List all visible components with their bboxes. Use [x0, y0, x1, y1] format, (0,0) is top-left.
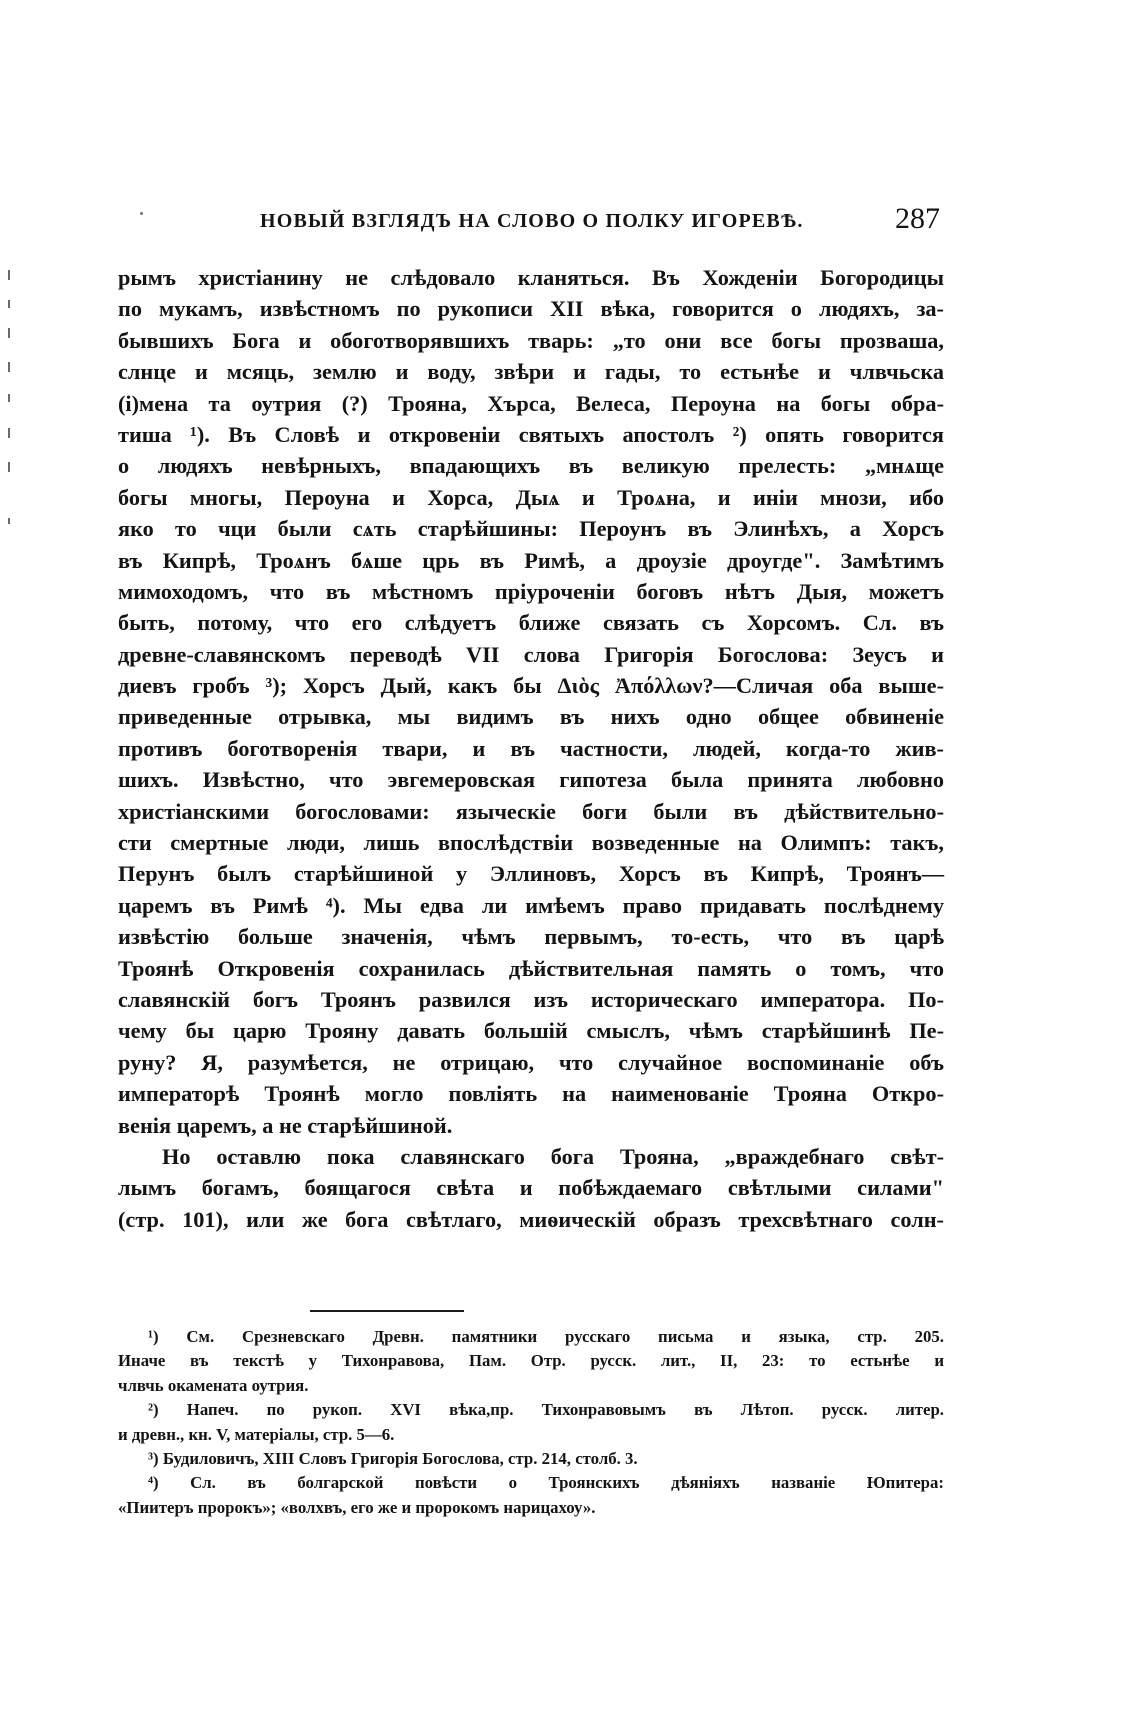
footnote-line: члвчь окамената оутрия. [118, 1375, 309, 1395]
margin-mark [8, 270, 10, 280]
margin-mark [8, 362, 10, 372]
footnote-line: ³) Будиловичъ, XIII Словъ Григорія Богослова, стр. 214, столб. 3. [148, 1448, 638, 1468]
body-line: императорѣ Троянѣ могло повліять на наименованіе Трояна Откро- [118, 1081, 944, 1107]
body-line: мимоходомъ, что въ мѣстномъ пріуроченіи боговъ нѣтъ Дыя, можетъ [118, 578, 944, 604]
body-line: венія царемъ, а не старѣйшиной. [118, 1112, 453, 1138]
body-line: приведенные отрывка, мы видимъ въ нихъ одно общее обвиненіе [118, 704, 944, 730]
margin-mark [8, 300, 10, 308]
body-line: въ Кипрѣ, Троѧнъ бѧше црь въ Римѣ, а дроузіе дроугде". Замѣтимъ [118, 547, 944, 573]
body-line: (стр. 101), или же бога свѣтлаго, миѳическій образъ трехсвѣтнаго солн- [118, 1206, 944, 1232]
body-line: яко то чци были сѧть старѣйшины: Пероунъ въ Элинѣхъ, а Хорсъ [118, 516, 944, 542]
body-line: чему бы царю Трояну давать большій смыслъ, чѣмъ старѣйшинѣ Пе- [118, 1018, 944, 1044]
running-title: НОВЫЙ ВЗГЛЯДЪ НА СЛОВО О ПОЛКУ ИГОРЕВѢ. [260, 210, 804, 232]
body-line: слнце и мсяць, землю и воду, звѣри и гады, то естьнѣе и члвчьска [118, 359, 944, 385]
footnote-line: и древн., кн. V, матеріалы, стр. 5—6. [118, 1424, 395, 1444]
footnote-line: ²) Напеч. по рукоп. XVI вѣка,пр. Тихонравовымъ въ Лѣтоп. русск. литер. [148, 1400, 944, 1420]
body-line: Перунъ былъ старѣйшиной у Эллиновъ, Хорсъ въ Кипрѣ, Троянъ— [118, 861, 944, 887]
footnote-rule [310, 1310, 464, 1312]
footnote-line: «Пиитеръ пророкъ»; «волхвъ, его же и пророкомъ нарицахоу». [118, 1497, 596, 1517]
margin-mark [8, 428, 10, 438]
page-number: 287 [895, 202, 940, 235]
body-line: сти смертные люди, лишь впослѣдствіи возведенные на Олимпъ: такъ, [118, 830, 944, 856]
body-line: царемъ въ Римѣ ⁴). Мы едва ли имѣемъ право придавать послѣднему [118, 892, 944, 918]
body-line: диевъ гробъ ³); Хорсъ Дый, какъ бы Διὸς Ἀπόλλων?—Сличая оба выше- [118, 673, 944, 699]
body-line: тиша ¹). Въ Словѣ и откровеніи святыхъ апостолъ ²) опять говорится [118, 421, 944, 447]
body-line: Троянѣ Откровенія сохранилась дѣйствительная память о томъ, что [118, 955, 944, 981]
margin-mark [8, 518, 10, 524]
body-line: шихъ. Извѣстно, что эвгемеровская гипотеза была принята любовно [118, 767, 944, 793]
margin-mark [8, 328, 10, 338]
body-line: лымъ богамъ, боящагося свѣта и побѣждаемаго свѣтлыми силами" [118, 1175, 944, 1201]
body-line: рымъ христіанину не слѣдовало кланяться. Въ Хожденіи Богородицы [118, 265, 944, 290]
margin-mark [8, 394, 10, 402]
footnote-line: ⁴) Сл. въ болгарской повѣсти о Троянскихъ дѣяніяхъ названіе Юпитера: [148, 1473, 944, 1493]
body-line: (і)мена та оутрия (?) Трояна, Хърса, Велеса, Пероуна на богы обра- [118, 390, 944, 416]
margin-mark [8, 462, 10, 472]
body-line: бывшихъ Бога и обоготворявшихъ тварь: „то они все богы прозваша, [118, 327, 944, 353]
body-line: руну? Я, разумѣется, не отрицаю, что случайное воспоминаніе объ [118, 1049, 944, 1075]
paragraph-first-line: Но оставлю пока славянскаго бога Трояна, „враждебнаго свѣт- [162, 1143, 944, 1169]
footnote-line: ¹) См. Срезневскаго Древн. памятники русскаго письма и языка, стр. 205. [148, 1327, 944, 1346]
body-line: быть, потому, что его слѣдуетъ ближе связать съ Хорсомъ. Сл. въ [118, 610, 944, 636]
body-line: о людяхъ невѣрныхъ, впадающихъ въ великую прелесть: „мнѧще [118, 453, 944, 479]
margin-marks [2, 270, 14, 530]
body-text [118, 262, 944, 1235]
body-line: славянскій богъ Троянъ развился изъ историческаго императора. По- [118, 986, 944, 1012]
body-line: противъ боготворенія твари, и въ частности, людей, когда-то жив- [118, 735, 944, 761]
footnote-line: Иначе въ текстѣ у Тихонравова, Пам. Отр. русск. лит., II, 23: то естьнѣе и [118, 1351, 944, 1371]
body-line: христіанскими богословами: языческіе боги были въ дѣйствительно- [118, 798, 944, 824]
body-line: богы многы, Пероуна и Хорса, Дыѧ и Троѧна, и инiи мнози, ибо [118, 484, 944, 510]
page-header [120, 202, 940, 242]
body-line: по мукамъ, извѣстномъ по рукописи XII вѣка, говорится о людяхъ, за- [118, 296, 944, 322]
body-line: древне-славянскомъ переводѣ VII слова Григорія Богослова: Зеусъ и [118, 641, 944, 667]
body-line: извѣстію больше значенія, чѣмъ первымъ, то-есть, что въ царѣ [118, 924, 944, 950]
footnotes [118, 1325, 944, 1520]
